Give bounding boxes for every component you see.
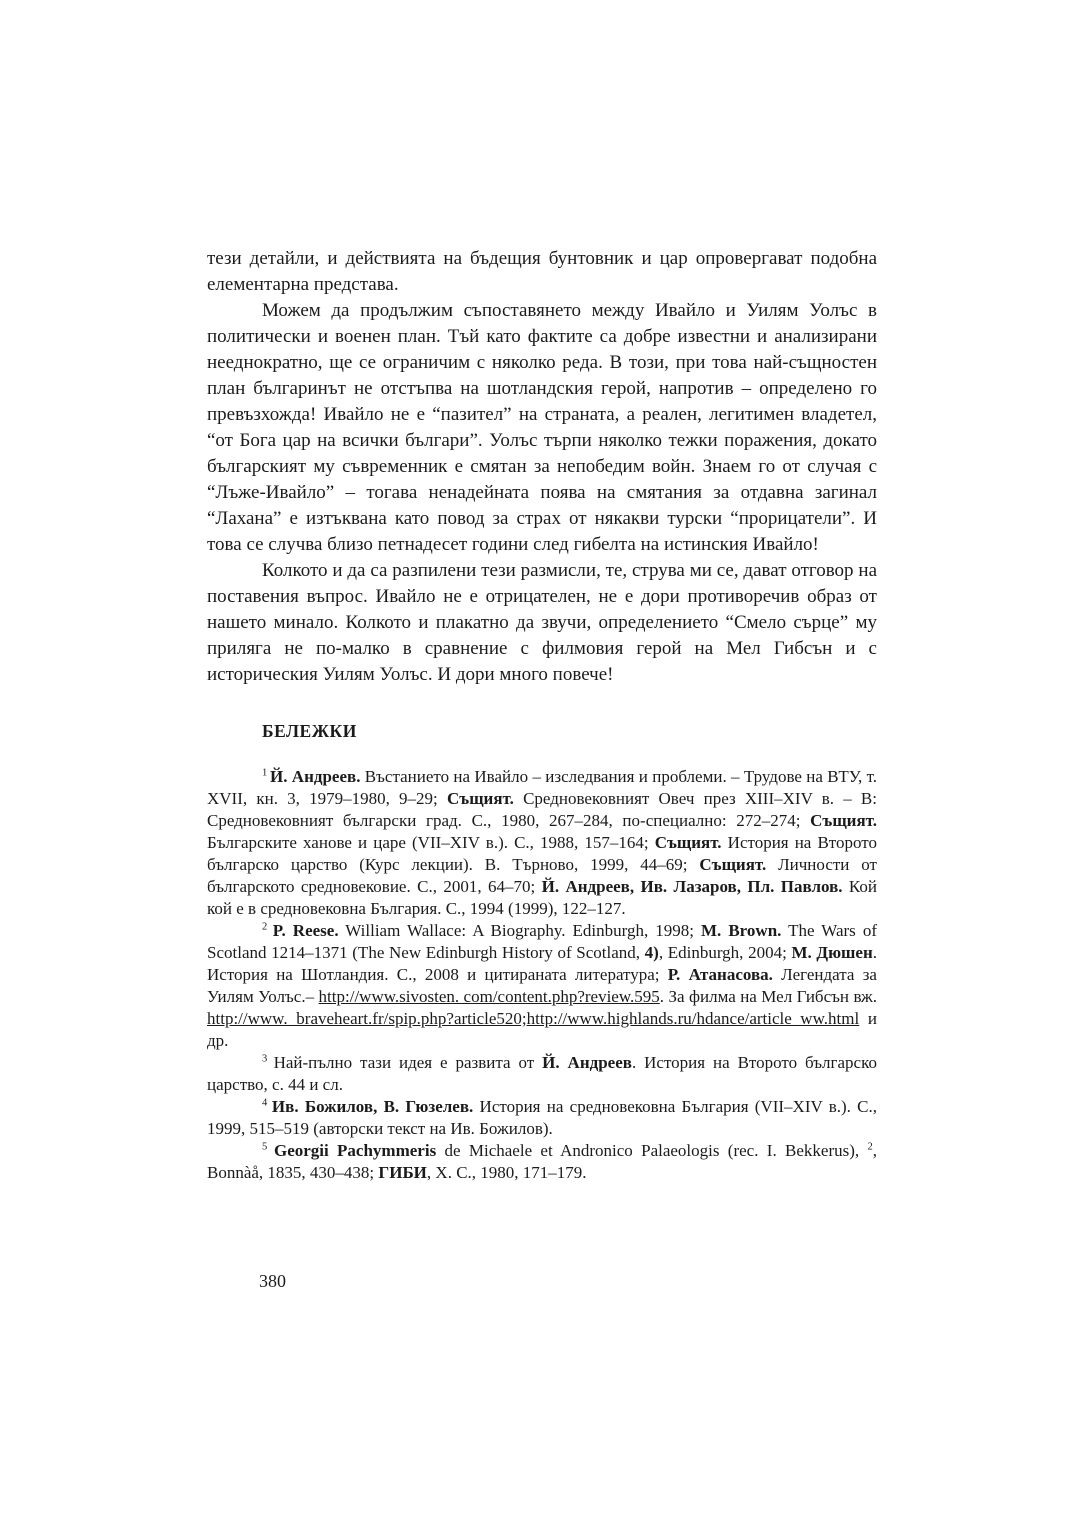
- text-segment: Въстанието на Ивайло – изследвания и проблеми. – Трудове на ВТУ, т. XVII, кн. 3, 1979–1980, 9–29;: [207, 767, 877, 808]
- text-segment: М. Дюшен: [791, 943, 873, 962]
- footnote-number: 2: [262, 921, 273, 933]
- footnote-3: [207, 1052, 877, 1096]
- text-segment: . История на Второто българско царство, с. 44 и сл.: [207, 1053, 877, 1094]
- footnote-number: 4: [262, 1097, 272, 1109]
- text-segment: P. Reese.: [272, 921, 339, 940]
- text-segment: Най-пълно тази идея е развита от: [273, 1053, 543, 1072]
- text-segment: Личности от българското средновековие. С., 2001, 64–70;: [207, 855, 877, 896]
- text-segment: Кой кой е в средновековна България. С., 1994 (1999), 122–127.: [207, 877, 877, 918]
- text-segment: Р. Атанасова.: [667, 965, 773, 984]
- text-segment: Й. Андреев: [542, 1053, 632, 1072]
- footnote-1: [207, 766, 877, 920]
- text-segment: Й. Андреев.: [269, 767, 361, 786]
- text-segment: 4): [644, 943, 659, 962]
- notes-heading: БЕЛЕЖКИ: [262, 721, 357, 741]
- hyperlink[interactable]: http://www.sivosten. com/content.php?review.595: [318, 987, 660, 1006]
- text-segment: ГИБИ: [378, 1163, 427, 1182]
- text-segment: и др.: [207, 1009, 877, 1050]
- text-segment: История на Второто българско царство (Курс лекции). В. Търново, 1999, 44–69;: [207, 833, 877, 874]
- body-paragraph-1: тези детайли, и действията на бъдещия бунтовник и цар опровергават подобна елементарна представа.: [207, 248, 877, 295]
- text-segment: Й. Андреев, Ив. Лазаров, Пл. Павлов.: [541, 877, 843, 896]
- text-segment: Същият.: [810, 811, 877, 830]
- text-segment: Средновековният Овеч през XIII–XIV в. – В: Средновековният български град. С., 1980, 267–284, по-специално: 272–274;: [207, 789, 877, 830]
- text-segment: , Edinburgh, 2004;: [658, 943, 792, 962]
- footnote-number: 1: [262, 767, 270, 779]
- hyperlink[interactable]: http://www. braveheart.fr/spip.php?article520;http://www.highlands.ru/hdance/article_ww.html: [207, 1009, 860, 1028]
- text-segment: . За филма на Мел Гибсън вж.: [659, 987, 877, 1006]
- text-segment: Georgii Pachymmeris: [273, 1141, 437, 1160]
- footnote-4: [207, 1096, 877, 1140]
- text-segment: Легендата за Уилям Уолъс.–: [207, 965, 877, 1006]
- text-segment: Същият.: [447, 789, 514, 808]
- text-segment: de Michaele et Andronico Palaeologis (rec. I. Bekkerus),: [436, 1141, 868, 1160]
- text-segment: Същият.: [699, 855, 767, 874]
- footnote-number: 2: [867, 1141, 873, 1153]
- text-segment: Българските ханове и царе (VII–XIV в.). С., 1988, 157–164;: [207, 833, 655, 852]
- text-segment: , Bonnàå, 1835, 430–438;: [207, 1141, 877, 1182]
- footnote-number: 5: [262, 1141, 274, 1153]
- text-segment: История на средновековна България (VII–XIV в.). С., 1999, 515–519 (авторски текст на Ив. Божилов).: [207, 1097, 878, 1138]
- footnote-5: [207, 1140, 877, 1184]
- text-segment: , Х. С., 1980, 171–179.: [426, 1163, 587, 1182]
- body-paragraph-2: Можем да продължим съпоставянето между Ивайло и Уилям Уолъс в политически и военен план. Тъй като фактите са добре известни и анализирани нееднократно, ще се ограничим с няколко реда. В този, при това най-същностен план българинът не отстъпва на шотландския герой, напротив – определено го превъзхожда! Ивайло не е “пазител” на страната, а реален, легитимен владетел, “от Бога цар на всички българи”. Уолъс търпи няколко тежки поражения, докато българският му съвременник е смятан за непобедим войн. Знаем го от случая с “Лъже-Ивайло” – тогава ненадейната поява на смятания за отдавна загинал “Лахана” е изтъквана като повод за страх от някакви турски “прорицатели”. И това се случва близо петнадесет години след гибелта на истинския Ивайло!: [207, 300, 877, 555]
- footnote-2: [207, 920, 877, 1052]
- text-segment: . История на Шотландия. С., 2008 и цитираната литература;: [207, 943, 877, 984]
- text-segment: Ив. Божилов, В. Гюзелев.: [271, 1097, 474, 1116]
- body-paragraph-3: Колкото и да са разпилени тези размисли, те, струва ми се, дават отговор на поставения въпрос. Ивайло не е отрицателен, не е дори противоречив образ от нашето минало. Колкото и плакатно да звучи, определението “Смело сърце” му приляга не по-малко в сравнение с филмовия герой на Мел Гибсън и с историческия Уилям Уолъс. И дори много повече!: [207, 560, 877, 685]
- text-segment: William Wallace: A Biography. Edinburgh, 1998;: [338, 921, 702, 940]
- footnote-number: 3: [262, 1053, 274, 1065]
- page-number: 380: [259, 1271, 286, 1291]
- text-segment: The Wars of Scotland 1214–1371 (The New Edinburgh History of Scotland,: [207, 921, 877, 962]
- text-segment: Същият.: [654, 833, 722, 852]
- text-block: [207, 246, 877, 1184]
- text-segment: M. Brown.: [701, 921, 782, 940]
